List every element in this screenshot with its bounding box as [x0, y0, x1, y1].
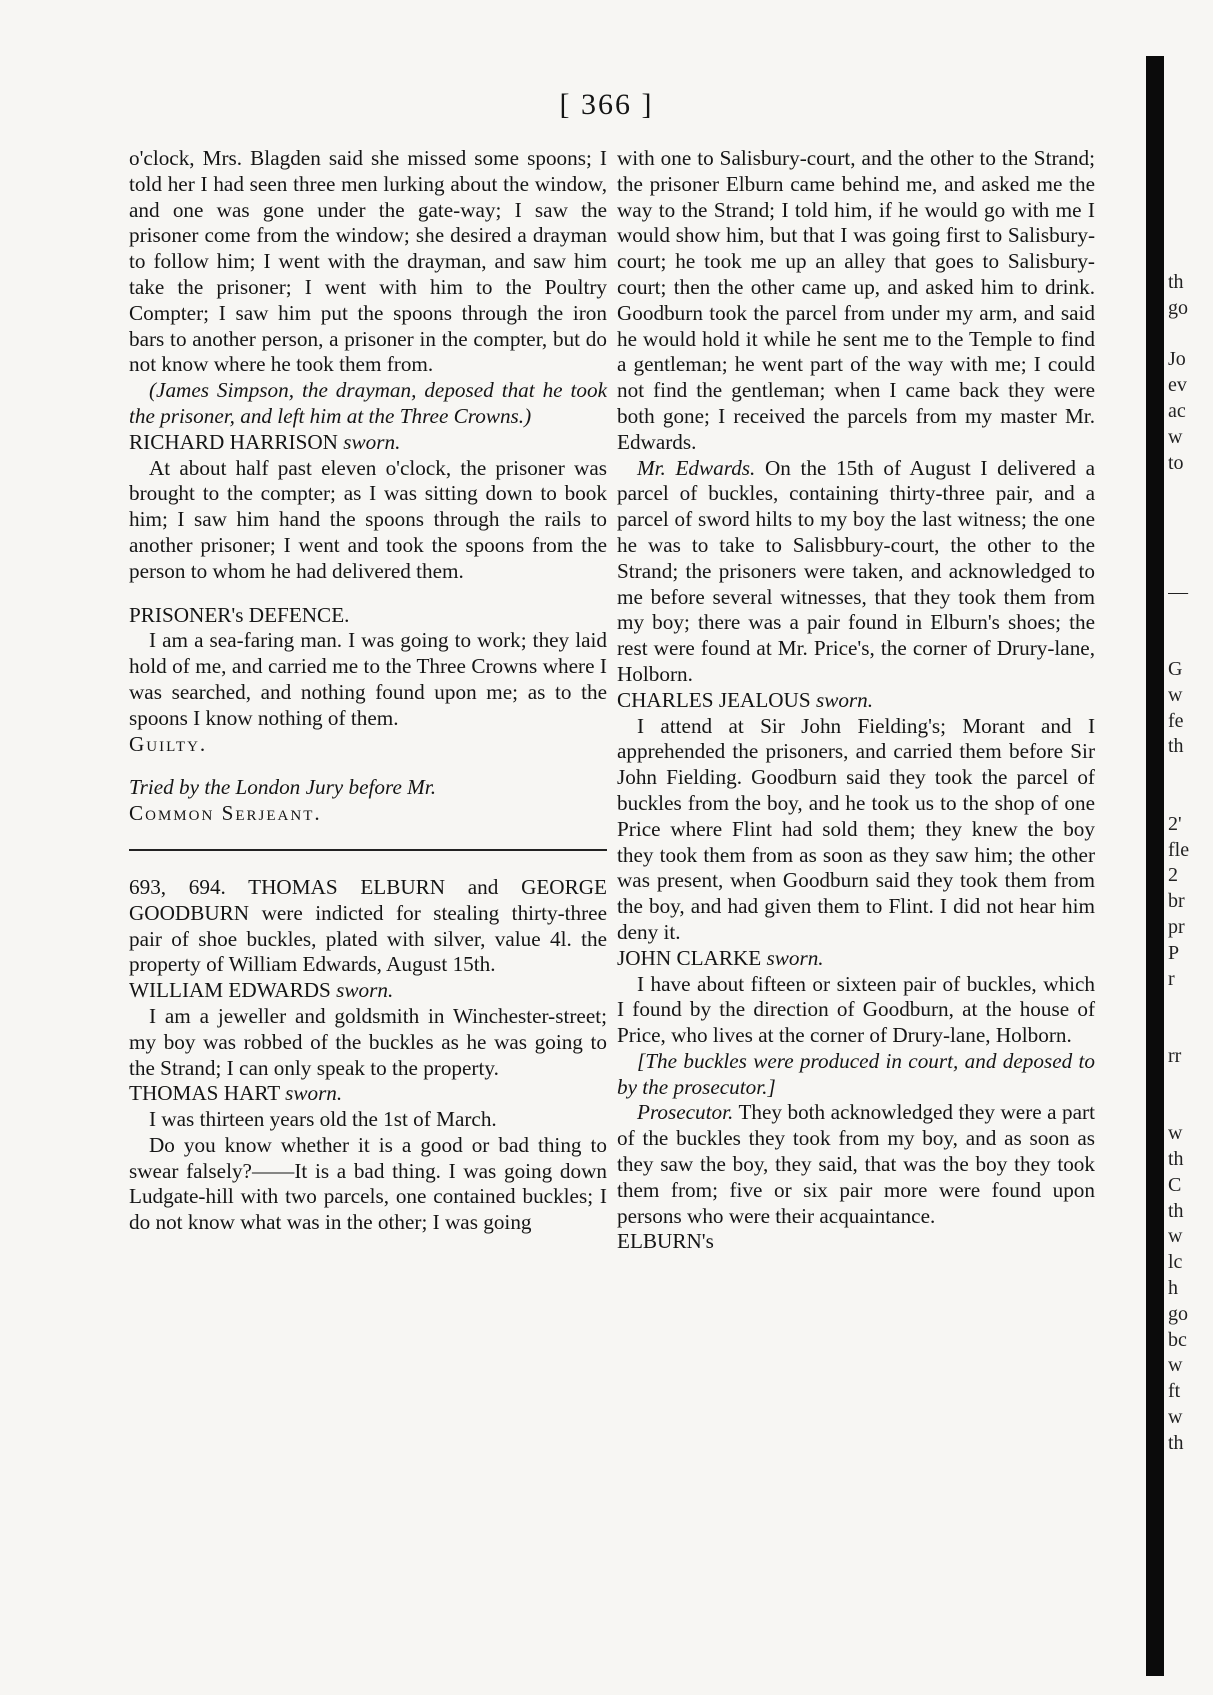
case-introduction: 693, 694. THOMAS ELBURN and GEORGE GOODBURN were indicted for stealing thirty-three pair of shoe buckles, plated with silver, value 4l. the property of William Edwards, August 15th. [129, 874, 607, 977]
edge-fragment: lc [1168, 1251, 1183, 1274]
edge-fragment: w [1168, 1354, 1183, 1377]
edge-fragment: th [1168, 1199, 1184, 1222]
edge-fragment: Jo [1168, 348, 1186, 371]
edge-fragment: bc [1168, 1328, 1187, 1351]
witness-heading [617, 688, 1095, 714]
edge-fragment [1168, 605, 1208, 631]
testimony: On the 15th of August I delivered a parcel of buckles, containing thirty-three pair, and a parcel of sword hilts to my boy the last witness; the one he was to take to Salisbbury-court, the other to the Strand; the prisoners were taken, and acknowledged to me before several witnesses, that they took them from my boy; there was a pair found in Elburn's shoes; the rest were found at Mr. Price's, the corner of Drury-lane, Holborn. [617, 455, 1095, 686]
sworn-label: sworn. [336, 978, 394, 1003]
edge-fragment: br [1168, 890, 1185, 913]
edge-fragment: to [1168, 451, 1184, 474]
section-heading: PRISONER's DEFENCE. [129, 602, 350, 627]
edge-fragment [1168, 1070, 1208, 1096]
sworn-label: sworn. [815, 687, 874, 712]
edge-fragment: 2' [1168, 812, 1182, 835]
paragraph: I am a jeweller and goldsmith in Winchester-street; my boy was robbed of the buckles as he was going to the Strand; I can only speak to the property. [129, 1003, 607, 1080]
catchword: ELBURN's [617, 1229, 714, 1254]
witness-name: THOMAS HART [129, 1081, 280, 1106]
witness-name: RICHARD HARRISON [129, 429, 338, 454]
paragraph [617, 1100, 1095, 1229]
sworn-label: sworn. [285, 1081, 343, 1106]
edge-fragment: th [1168, 271, 1184, 293]
paragraph [617, 456, 1095, 688]
edge-fragment [1168, 786, 1208, 812]
edge-fragment: 2 [1168, 864, 1178, 887]
edge-fragment: w [1168, 1122, 1183, 1145]
paragraph: I attend at Sir John Fielding's; Morant and I apprehended the prisoners, and carried them before Sir John Fielding. Goodburn said they took the parcel of buckles from the boy, and he took us to the shop of one Price where Flint had sold them; they knew the boy they took them from as soon as they saw him; the other was present, when Goodburn said they took them from the boy, and had given them to Flint. I did not hear him deny it. [617, 713, 1095, 944]
edge-fragment: ac [1168, 399, 1186, 422]
edge-fragment [1168, 1018, 1208, 1044]
edge-fragment: ft [1168, 1380, 1181, 1403]
section-divider [129, 849, 607, 851]
witness-heading [129, 1081, 607, 1107]
edge-fragment [1168, 476, 1208, 502]
edge-fragment: go [1168, 296, 1188, 319]
edge-fragment: P [1168, 941, 1180, 964]
edge-fragment: fe [1168, 709, 1184, 732]
witness-heading [129, 430, 607, 456]
edge-fragment: w [1168, 1225, 1183, 1248]
facing-page-fragments [1168, 270, 1208, 1457]
edge-fragment [1168, 760, 1208, 786]
edge-fragment [1168, 528, 1208, 554]
edge-fragment: — [1168, 580, 1188, 603]
verdict: Guilty. [129, 731, 208, 756]
witness-heading [617, 946, 1095, 972]
edge-fragment: go [1168, 1302, 1188, 1325]
witness-name: WILLIAM EDWARDS [129, 978, 331, 1003]
edge-fragment: pr [1168, 915, 1185, 938]
page-gutter-bar [1146, 56, 1164, 1676]
paragraph: I am a sea-faring man. I was going to work; they laid hold of me, and carried me to the Three Crowns where I was searched, and nothing found upon me; as to the spoons I know nothing of them. [129, 628, 607, 730]
witness-name: CHARLES JEALOUS [617, 687, 811, 712]
trial-line: Tried by the London Jury before Mr. [129, 775, 436, 800]
sworn-label: sworn. [343, 429, 401, 454]
trial-judge: Common Serjeant. [129, 801, 322, 826]
sworn-label: sworn. [766, 945, 824, 970]
edge-fragment: C [1168, 1173, 1182, 1196]
edge-fragment: h [1168, 1277, 1178, 1300]
speaker: Mr. Edwards. [637, 455, 756, 480]
edge-fragment [1168, 502, 1208, 528]
speaker: Prosecutor. [637, 1100, 734, 1125]
edge-fragment [1168, 631, 1208, 657]
spacer [129, 757, 607, 775]
right-column [617, 146, 1095, 1255]
spacer [129, 585, 607, 603]
paragraph: with one to Salisbury-court, and the other to the Strand; the prisoner Elburn came behind me, and asked me the way to the Strand; I told him, if he would go with me I would show him, but that I was going first to Salisbury-court; he took me up an alley that goes to Salisbury-court; then the other came up, and asked him to drink. Goodburn took the parcel from under my arm, and said he would hold it while he sent me to the Temple to find a gentleman; he went part of the way with me; I could not find the gentleman; when I came back they were both gone; I received the parcels from my master Mr. Edwards. [617, 146, 1095, 454]
paragraph: o'clock, Mrs. Blagden said she missed some spoons; I told her I had seen three men lurking about the window, and one was gone under the gate-way; I saw the prisoner come from the window; she desired a drayman to follow him; I went with the drayman, and saw him take the prisoner; I went with him to the Poultry Compter; I saw him put the spoons through the iron bars to another person, a prisoner in the compter, but do not know where he took them from. [129, 146, 607, 377]
edge-fragment: th [1168, 1431, 1184, 1454]
page-number: [ 366 ] [559, 88, 654, 121]
paragraph: Do you know whether it is a good or bad thing to swear falsely?——It is a bad thing. I was going down Ludgate-hill with two parcels, one contained buckles; I do not know what was in the other; I was going [129, 1132, 607, 1235]
deposition-note: (James Simpson, the drayman, deposed that he took the prisoner, and left him at the Three Crowns.) [129, 378, 607, 428]
edge-fragment: rr [1168, 1044, 1182, 1067]
paragraph: I have about fifteen or sixteen pair of buckles, which I found by the direction of Goodburn, at the house of Price, who lives at the corner of Drury-lane, Holborn. [617, 971, 1095, 1048]
edge-fragment: w [1168, 425, 1183, 448]
edge-fragment [1168, 992, 1208, 1018]
paragraph: At about half past eleven o'clock, the prisoner was brought to the compter; as I was sitting down to book him; I saw him hand the spoons through the rails to another prisoner; I went and took the spoons from the person to whom he had delivered them. [129, 455, 607, 583]
witness-heading [129, 978, 607, 1004]
witness-name: JOHN CLARKE [617, 945, 762, 970]
edge-fragment: fle [1168, 838, 1190, 861]
testimony: They both acknowledged they were a part of the buckles they took from my boy, and as soon as they saw the boy, they said, that was the boy they took them from; five or six pair more were found upon persons who were their acquaintance. [617, 1100, 1095, 1228]
edge-fragment [1168, 1096, 1208, 1122]
edge-fragment: th [1168, 735, 1184, 758]
court-note: [The buckles were produced in court, and deposed to by the prosecutor.] [617, 1048, 1095, 1099]
edge-fragment: w [1168, 683, 1183, 706]
edge-fragment: r [1168, 967, 1175, 990]
edge-fragment [1168, 554, 1208, 580]
edge-fragment [1168, 322, 1208, 348]
paragraph: I was thirteen years old the 1st of March. [149, 1107, 497, 1132]
edge-fragment: ev [1168, 374, 1187, 397]
edge-fragment: G [1168, 657, 1183, 680]
edge-fragment: th [1168, 1148, 1184, 1171]
edge-fragment: w [1168, 1406, 1183, 1429]
left-column [129, 146, 607, 1236]
